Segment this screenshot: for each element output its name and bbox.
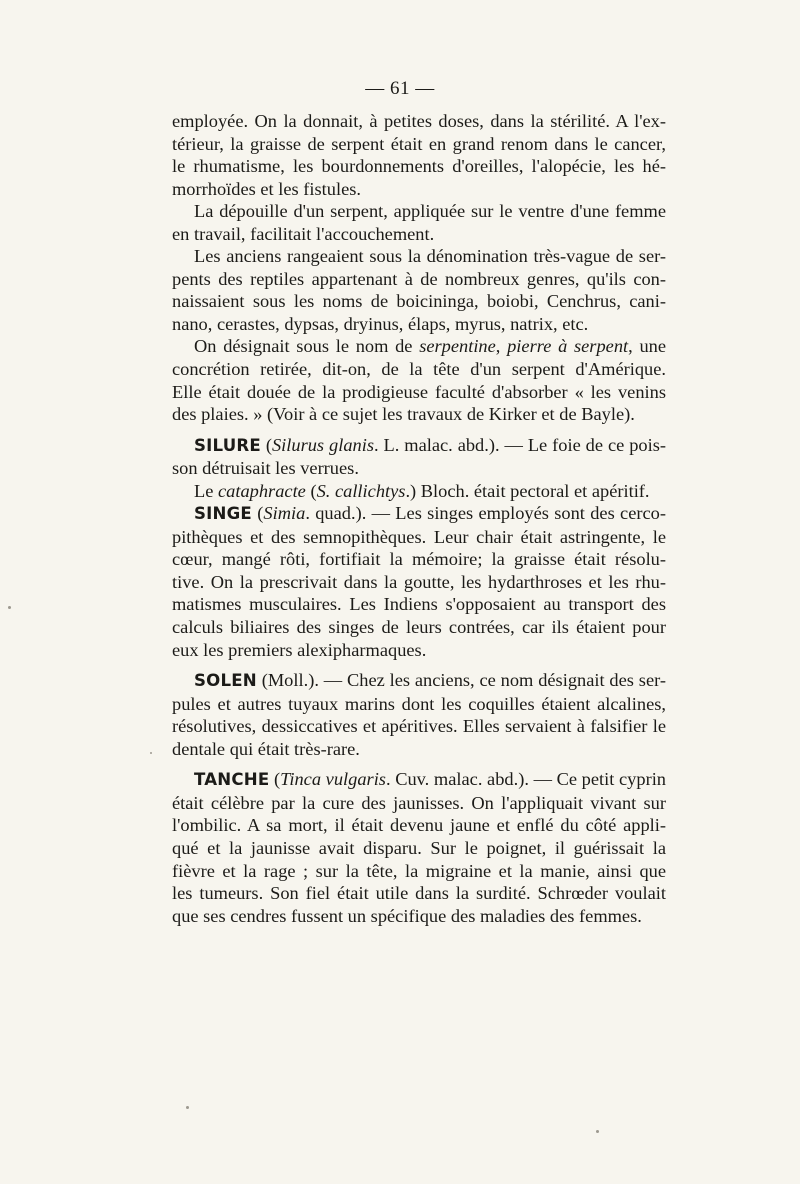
text-line: pules et autres tuyaux marins dont les coquilles étaient alcalines, bbox=[172, 693, 666, 714]
text-line: que ses cendres fussent un spécifique des maladies des femmes. bbox=[172, 905, 642, 926]
entry-heading: SOLEN bbox=[194, 671, 257, 691]
text-line: résolutives, dessiccatives et apéritives. Elles servaient à falsifier le bbox=[172, 716, 666, 737]
text-line: La dépouille d'un serpent, appliquée sur le ventre d'une femme bbox=[194, 201, 666, 222]
text-line bbox=[172, 502, 666, 526]
italic-term: pierre à serpent bbox=[507, 336, 629, 357]
text-line: tive. On la prescrivait dans la goutte, les hydarthroses et les rhu- bbox=[172, 571, 666, 592]
text-run: , une bbox=[628, 336, 667, 357]
entry-singe bbox=[172, 502, 666, 661]
text-line: le rhumatisme, les bourdonnements d'oreilles, l'alopécie, les hé- bbox=[172, 156, 666, 177]
text-line: employée. On la donnait, à petites doses, dans la stérilité. A l'ex- bbox=[172, 111, 666, 131]
italic-term: S. callichtys bbox=[316, 480, 406, 501]
text-line: nano, cerastes, dypsas, dryinus, élaps, myrus, natrix, etc. bbox=[172, 313, 589, 334]
text-run: ( bbox=[269, 769, 281, 790]
text-line: morrhoïdes et les fistules. bbox=[172, 178, 361, 199]
entry-silure bbox=[172, 434, 666, 480]
entry-heading: SINGE bbox=[194, 504, 252, 524]
text-run: ( bbox=[260, 434, 272, 455]
text-line: qué et la jaunisse avait disparu. Sur le poignet, il guérissait la bbox=[172, 837, 666, 858]
text-line: des plaies. » (Voir à ce sujet les travaux de Kirker et de Bayle). bbox=[172, 404, 635, 425]
text-line bbox=[172, 669, 666, 693]
entry-heading: TANCHE bbox=[194, 770, 270, 790]
paragraph-cataphracte bbox=[172, 480, 666, 503]
paragraph-anciens bbox=[172, 245, 666, 335]
italic-term: Simia bbox=[263, 503, 306, 524]
text-line: son détruisait les verrues. bbox=[172, 458, 359, 479]
text-line: cœur, mangé rôti, fortifiait la mémoire; la graisse était résolu- bbox=[172, 549, 666, 570]
italic-term: Tinca vulgaris bbox=[280, 769, 386, 790]
text-line: Elle était douée de la prodigieuse faculté d'absorber « les venins bbox=[172, 381, 666, 402]
text-line: concrétion retirée, dit-on, de la tête d'un serpent d'Amérique. bbox=[172, 359, 666, 380]
italic-term: cataphracte bbox=[218, 480, 306, 501]
text-line bbox=[172, 434, 666, 458]
paragraph-continuation bbox=[172, 110, 666, 200]
italic-term: serpentine bbox=[419, 336, 496, 357]
text-run: . quad.). — Les singes employés sont des cerco- bbox=[305, 503, 666, 524]
text-line: naissaient sous les noms de boicininga, boiobi, Cenchrus, cani- bbox=[172, 291, 666, 312]
body-text bbox=[172, 110, 666, 927]
entry-solen bbox=[172, 669, 666, 760]
text-line: térieur, la graisse de serpent était en grand renom dans le cancer, bbox=[172, 133, 666, 154]
italic-term: Silurus glanis bbox=[271, 434, 374, 455]
entry-tanche bbox=[172, 768, 666, 927]
paragraph-serpentine bbox=[172, 335, 666, 425]
text-run: ( bbox=[305, 480, 317, 501]
scan-speck bbox=[8, 606, 11, 609]
text-line bbox=[172, 480, 666, 503]
text-line: l'ombilic. A sa mort, il était devenu jaune et enflé du côté appli- bbox=[172, 815, 666, 836]
text-line: en travail, facilitait l'accouchement. bbox=[172, 223, 435, 244]
text-run: (Moll.). — Chez les anciens, ce nom désignait des ser- bbox=[256, 670, 666, 691]
text-run: ( bbox=[251, 503, 264, 524]
text-line: pents des reptiles appartenant à de nombreux genres, qu'ils con- bbox=[172, 268, 666, 289]
text-line: dentale qui était très-rare. bbox=[172, 738, 360, 759]
text-line bbox=[172, 335, 666, 358]
text-run: On désignait sous le nom de bbox=[194, 336, 420, 357]
paragraph-depouille bbox=[172, 200, 666, 245]
text-line: calculs biliaires des singes de leurs contrées, car ils étaient pour bbox=[172, 617, 666, 638]
scan-speck bbox=[596, 1130, 599, 1133]
text-run: Le bbox=[194, 480, 218, 501]
entry-heading: SILURE bbox=[194, 435, 261, 455]
text-line: fièvre et la rage ; sur la tête, la migraine et la manie, ainsi que bbox=[172, 860, 666, 881]
text-run: .) Bloch. était pectoral et apéritif. bbox=[405, 480, 650, 501]
text-run: . L. malac. abd.). — Le foie de ce pois- bbox=[373, 434, 666, 455]
text-line: eux les premiers alexipharmaques. bbox=[172, 639, 427, 660]
text-run: , bbox=[495, 336, 508, 357]
scan-speck bbox=[186, 1106, 189, 1109]
text-line: pithèques et des semnopithèques. Leur chair était astringente, le bbox=[172, 526, 666, 547]
text-line: les tumeurs. Son fiel était utile dans la surdité. Schrœder voulait bbox=[172, 883, 666, 904]
text-line: matismes musculaires. Les Indiens s'opposaient au transport des bbox=[172, 594, 666, 615]
text-line bbox=[172, 768, 666, 792]
text-line: était célèbre par la cure des jaunisses. On l'appliquait vivant sur bbox=[172, 792, 666, 813]
page-number: — 61 — bbox=[365, 78, 435, 99]
text-line: Les anciens rangeaient sous la dénomination très-vague de ser- bbox=[194, 246, 666, 267]
text-run: . Cuv. malac. abd.). — Ce petit cyprin bbox=[385, 769, 666, 790]
scan-speck bbox=[150, 752, 152, 754]
